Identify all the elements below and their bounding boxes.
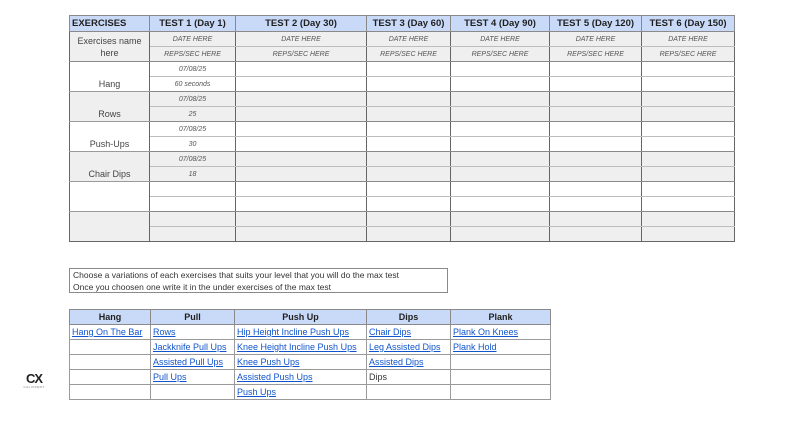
leg-assisted-dips-link[interactable]: Leg Assisted Dips <box>369 342 441 352</box>
empty-cell[interactable] <box>367 92 451 107</box>
variation-cell[interactable] <box>235 340 367 355</box>
empty-cell[interactable] <box>367 182 451 197</box>
exercise-chairdips-date-row <box>70 152 735 167</box>
empty-cell[interactable] <box>236 212 367 227</box>
fitness-test-tracker-table <box>69 15 735 242</box>
pull-ups-link[interactable]: Pull Ups <box>153 372 187 382</box>
tracker-header-row <box>70 16 735 32</box>
exercise-pushups-date-row <box>70 122 735 137</box>
variation-cell[interactable] <box>235 355 367 370</box>
dips-text: Dips <box>369 372 388 382</box>
hip-height-incline-push-ups-link[interactable]: Hip Height Incline Push Ups <box>237 327 350 337</box>
empty-cell[interactable] <box>642 212 735 227</box>
variation-cell[interactable] <box>151 355 235 370</box>
header-test-4[interactable]: TEST 4 (Day 90) <box>451 16 550 32</box>
instruction-note[interactable] <box>69 268 448 293</box>
empty-cell[interactable] <box>451 197 550 212</box>
date-cell[interactable]: DATE HERE <box>150 32 236 47</box>
empty-cell[interactable] <box>236 77 367 92</box>
empty-cell[interactable] <box>550 137 642 152</box>
empty-cell[interactable] <box>642 152 735 167</box>
variation-cell[interactable] <box>451 340 551 355</box>
empty-cell[interactable] <box>550 167 642 182</box>
date-cell[interactable]: DATE HERE <box>236 32 367 47</box>
date-cell[interactable]: DATE HERE <box>642 32 735 47</box>
header-test-3[interactable]: TEST 3 (Day 60) <box>367 16 451 32</box>
test1-date-cell[interactable]: 07/08/25 <box>150 92 236 107</box>
empty-cell[interactable] <box>236 107 367 122</box>
variation-cell[interactable] <box>70 370 151 385</box>
rows-link[interactable]: Rows <box>153 327 176 337</box>
empty-exercise-row <box>70 197 735 212</box>
empty-cell[interactable] <box>367 212 451 227</box>
variation-cell[interactable] <box>70 385 151 400</box>
plank-hold-link[interactable]: Plank Hold <box>453 342 497 352</box>
empty-cell[interactable] <box>236 62 367 77</box>
date-cell[interactable]: DATE HERE <box>451 32 550 47</box>
exercise-name-chair-dips[interactable]: Chair Dips <box>70 152 150 182</box>
empty-cell[interactable] <box>367 77 451 92</box>
header-test-5[interactable]: TEST 5 (Day 120) <box>550 16 642 32</box>
empty-cell[interactable] <box>451 92 550 107</box>
test1-value-cell[interactable]: 30 <box>150 137 236 152</box>
empty-cell[interactable] <box>642 182 735 197</box>
empty-cell[interactable] <box>451 122 550 137</box>
empty-cell[interactable] <box>236 227 367 242</box>
header-pull[interactable]: Pull <box>151 310 235 325</box>
placeholder-exercise-name-cell[interactable]: Exercises name here <box>70 32 150 62</box>
empty-cell[interactable] <box>642 62 735 77</box>
assisted-pull-ups-link[interactable]: Assisted Pull Ups <box>153 357 224 367</box>
variations-row <box>70 340 551 355</box>
empty-cell[interactable] <box>550 197 642 212</box>
instruction-line-1: Choose a variations of each exercises that suits your level that you will do the max test <box>73 270 399 280</box>
empty-exercise-name-cell[interactable] <box>70 182 150 212</box>
placeholder-date-row <box>70 32 735 47</box>
empty-cell[interactable] <box>451 137 550 152</box>
empty-cell[interactable] <box>236 197 367 212</box>
empty-exercise-row <box>70 227 735 242</box>
reps-cell[interactable]: REPS/SEC HERE <box>451 47 550 62</box>
variation-cell[interactable] <box>451 325 551 340</box>
variation-cell[interactable] <box>367 325 451 340</box>
exercise-name-pushups[interactable]: Push-Ups <box>70 122 150 152</box>
empty-cell[interactable] <box>642 167 735 182</box>
empty-cell[interactable] <box>236 137 367 152</box>
empty-cell[interactable] <box>150 197 236 212</box>
test1-value-cell[interactable]: 18 <box>150 167 236 182</box>
empty-cell[interactable] <box>451 107 550 122</box>
variations-header-row <box>70 310 551 325</box>
date-cell[interactable]: DATE HERE <box>367 32 451 47</box>
jackknife-pull-ups-link[interactable]: Jackknife Pull Ups <box>153 342 227 352</box>
header-exercises[interactable]: EXERCISES <box>70 16 150 32</box>
exercise-rows-value-row <box>70 107 735 122</box>
empty-cell[interactable] <box>642 197 735 212</box>
empty-cell[interactable] <box>550 107 642 122</box>
instruction-line-2: Once you choosen one write it in the under exercises of the max test <box>73 281 331 292</box>
empty-cell[interactable] <box>550 92 642 107</box>
empty-cell[interactable] <box>150 182 236 197</box>
empty-exercise-name-cell[interactable] <box>70 212 150 242</box>
logo-subtitle: CALIXPERT <box>23 385 45 389</box>
hang-on-the-bar-link[interactable]: Hang On The Bar <box>72 327 143 337</box>
header-test-1[interactable]: TEST 1 (Day 1) <box>150 16 236 32</box>
empty-cell[interactable] <box>451 167 550 182</box>
exercise-name-hang[interactable]: Hang <box>70 62 150 92</box>
empty-cell[interactable] <box>451 77 550 92</box>
plank-on-knees-link[interactable]: Plank On Knees <box>453 327 519 337</box>
empty-cell[interactable] <box>451 227 550 242</box>
test1-date-cell[interactable]: 07/08/25 <box>150 122 236 137</box>
empty-cell[interactable] <box>367 122 451 137</box>
variations-row <box>70 385 551 400</box>
reps-cell[interactable]: REPS/SEC HERE <box>236 47 367 62</box>
variation-cell[interactable] <box>235 385 367 400</box>
chair-dips-link[interactable]: Chair Dips <box>369 327 412 337</box>
exercise-name-rows[interactable]: Rows <box>70 92 150 122</box>
empty-exercise-row <box>70 212 735 227</box>
variations-row <box>70 370 551 385</box>
date-cell[interactable]: DATE HERE <box>550 32 642 47</box>
empty-cell[interactable] <box>236 152 367 167</box>
variation-cell[interactable] <box>451 385 551 400</box>
empty-cell[interactable] <box>150 227 236 242</box>
empty-cell[interactable] <box>642 122 735 137</box>
empty-cell[interactable] <box>367 167 451 182</box>
test1-date-cell[interactable]: 07/08/25 <box>150 62 236 77</box>
variation-cell[interactable] <box>70 340 151 355</box>
logo-mark: CX <box>25 371 43 386</box>
reps-cell[interactable]: REPS/SEC HERE <box>150 47 236 62</box>
variation-cell[interactable] <box>70 325 151 340</box>
empty-cell[interactable] <box>367 197 451 212</box>
variation-cell[interactable] <box>451 370 551 385</box>
test1-value-cell[interactable]: 25 <box>150 107 236 122</box>
exercise-variations-table <box>69 309 551 400</box>
test1-value-cell[interactable]: 60 seconds <box>150 77 236 92</box>
header-test-6[interactable]: TEST 6 (Day 150) <box>642 16 735 32</box>
empty-cell[interactable] <box>451 152 550 167</box>
empty-cell[interactable] <box>550 62 642 77</box>
assisted-dips-link[interactable]: Assisted Dips <box>369 357 424 367</box>
empty-cell[interactable] <box>367 227 451 242</box>
empty-cell[interactable] <box>642 92 735 107</box>
empty-cell[interactable] <box>367 62 451 77</box>
empty-cell[interactable] <box>550 77 642 92</box>
empty-cell[interactable] <box>367 107 451 122</box>
empty-cell[interactable] <box>642 137 735 152</box>
variation-cell[interactable] <box>235 325 367 340</box>
variation-cell[interactable] <box>367 370 451 385</box>
push-ups-link[interactable]: Push Ups <box>237 387 277 397</box>
empty-cell[interactable] <box>367 137 451 152</box>
test1-date-cell[interactable]: 07/08/25 <box>150 152 236 167</box>
variations-row <box>70 355 551 370</box>
exercise-chairdips-value-row <box>70 167 735 182</box>
empty-cell[interactable] <box>236 182 367 197</box>
variation-cell[interactable] <box>70 355 151 370</box>
empty-cell[interactable] <box>236 167 367 182</box>
empty-cell[interactable] <box>451 62 550 77</box>
brand-logo <box>18 372 50 394</box>
header-test-2[interactable]: TEST 2 (Day 30) <box>236 16 367 32</box>
variation-cell[interactable] <box>367 340 451 355</box>
exercise-hang-value-row <box>70 77 735 92</box>
empty-cell[interactable] <box>642 107 735 122</box>
reps-cell[interactable]: REPS/SEC HERE <box>642 47 735 62</box>
header-plank[interactable]: Plank <box>451 310 551 325</box>
exercise-hang-date-row <box>70 62 735 77</box>
empty-cell[interactable] <box>550 182 642 197</box>
empty-cell[interactable] <box>367 152 451 167</box>
knee-push-ups-link[interactable]: Knee Push Ups <box>237 357 300 367</box>
variation-cell[interactable] <box>151 340 235 355</box>
exercise-rows-date-row <box>70 92 735 107</box>
exercise-pushups-value-row <box>70 137 735 152</box>
empty-cell[interactable] <box>236 122 367 137</box>
empty-cell[interactable] <box>642 77 735 92</box>
reps-cell[interactable]: REPS/SEC HERE <box>367 47 451 62</box>
empty-cell[interactable] <box>550 227 642 242</box>
header-hang[interactable]: Hang <box>70 310 151 325</box>
variations-row <box>70 325 551 340</box>
empty-cell[interactable] <box>451 182 550 197</box>
empty-exercise-row <box>70 182 735 197</box>
reps-cell[interactable]: REPS/SEC HERE <box>550 47 642 62</box>
variation-cell[interactable] <box>151 385 235 400</box>
empty-cell[interactable] <box>550 212 642 227</box>
empty-cell[interactable] <box>236 92 367 107</box>
variation-cell[interactable] <box>235 370 367 385</box>
knee-height-incline-push-ups-link[interactable]: Knee Height Incline Push Ups <box>237 342 357 352</box>
placeholder-reps-row <box>70 47 735 62</box>
header-dips[interactable]: Dips <box>367 310 451 325</box>
header-push-up[interactable]: Push Up <box>235 310 367 325</box>
empty-cell[interactable] <box>451 212 550 227</box>
empty-cell[interactable] <box>642 227 735 242</box>
empty-cell[interactable] <box>550 122 642 137</box>
variation-cell[interactable] <box>151 370 235 385</box>
variation-cell[interactable] <box>151 325 235 340</box>
empty-cell[interactable] <box>150 212 236 227</box>
variation-cell[interactable] <box>367 355 451 370</box>
empty-cell[interactable] <box>550 152 642 167</box>
variation-cell[interactable] <box>451 355 551 370</box>
assisted-push-ups-link[interactable]: Assisted Push Ups <box>237 372 313 382</box>
variation-cell[interactable] <box>367 385 451 400</box>
